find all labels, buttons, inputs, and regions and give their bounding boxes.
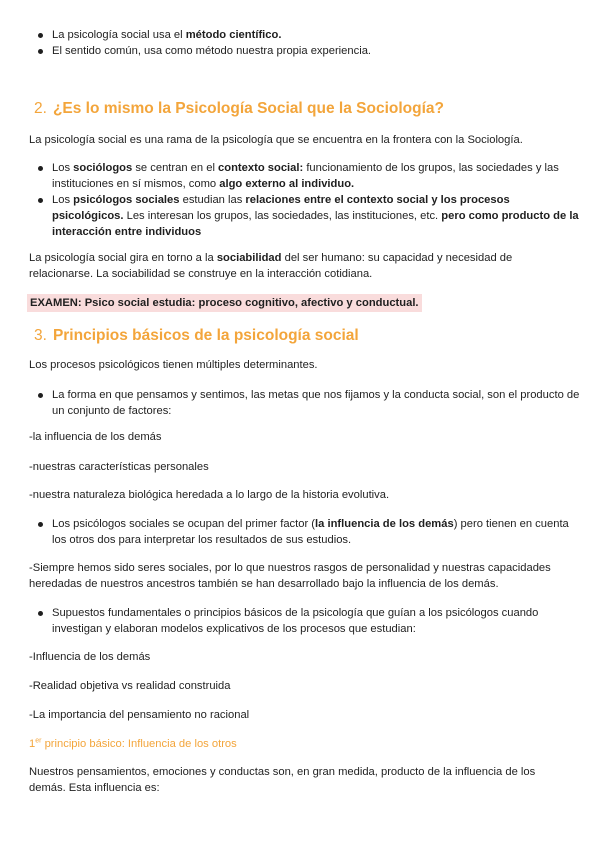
section-3-intro: Los procesos psicológicos tienen múltiples determinantes. [29, 359, 318, 371]
social-paragraph: -Siempre hemos sido seres sociales, por lo que nuestros rasgos de personalidad y nuestras capacidades heredadas de nuestros ancestros también se han desarrollado bajo la influencia de los demás. [29, 562, 551, 590]
list-item [38, 27, 582, 43]
bullet-text: Supuestos fundamentales o principios básicos de la psicología que guían a los psicólogos cuando investigan y elaboran modelos explicativos de los procesos que estudian: [52, 607, 539, 635]
list-item [38, 605, 582, 637]
principle-subheading: 1er principio básico: Influencia de los otros [29, 737, 237, 750]
section-title: Principios básicos de la psicología social [52, 327, 359, 344]
section-2-intro: La psicología social es una rama de la psicología que se encuentra en la frontera con la Sociología. [29, 134, 523, 146]
bullet-icon [38, 33, 43, 38]
sociability-paragraph: La psicología social gira en torno a la sociabilidad del ser humano: su capacidad y necesidad de relacionarse. La sociabilidad se construye en la interacción cotidiana. [29, 252, 513, 280]
list-item: Los sociólogos se centran en el contexto social: funcionamiento de los grupos, las sociedades y las instituciones en sí mismos, como algo externo al individuo. [38, 160, 582, 192]
bullet-text: El sentido común, usa como método nuestra propia experiencia. [52, 45, 372, 57]
bullet-icon [38, 522, 43, 527]
list-item [38, 387, 582, 419]
section-title: ¿Es lo mismo la Psicología Social que la Sociología? [52, 100, 444, 117]
influence-paragraph: Nuestros pensamientos, emociones y conductas son, en gran medida, producto de la influencia de los demás. Esta influencia es: [29, 766, 536, 794]
bullet-text: La psicología social usa el [52, 29, 186, 41]
section-number: 2. [34, 100, 47, 117]
bullet-bold-text: método científico. [185, 29, 282, 41]
list-item: Los psicólogos sociales se ocupan del primer factor (la influencia de los demás) pero tienen en cuenta los otros dos para interpretar los resultados de sus estudios. [38, 516, 582, 548]
bullet-icon [38, 198, 43, 203]
bullet-icon [38, 49, 43, 54]
section-2-heading [34, 99, 444, 119]
bullet-icon [38, 393, 43, 398]
principle-line: -Realidad objetiva vs realidad construida [29, 680, 231, 692]
principle-line: -La importancia del pensamiento no racional [29, 709, 250, 721]
list-item [38, 43, 582, 59]
list-item: Los psicólogos sociales estudian las relaciones entre el contexto social y los procesos psicológicos. Les interesan los grupos, las sociedades, las instituciones, etc. pero como producto de la interacción entre individuos [38, 192, 582, 240]
section-number: 3. [34, 327, 47, 344]
principle-line: -Influencia de los demás [29, 651, 151, 663]
factor-line: -nuestras características personales [29, 461, 209, 473]
bullet-text: La forma en que pensamos y sentimos, las metas que nos fijamos y la conducta social, son el producto de un conjunto de factores: [52, 389, 580, 417]
bullet-icon [38, 611, 43, 616]
exam-highlight: EXAMEN: Psico social estudia: proceso cognitivo, afectivo y conductual. [27, 294, 422, 312]
factor-line: -nuestra naturaleza biológica heredada a lo largo de la historia evolutiva. [29, 489, 390, 501]
bullet-icon [38, 166, 43, 171]
factor-line: -la influencia de los demás [29, 431, 162, 443]
section-3-heading [34, 326, 359, 346]
